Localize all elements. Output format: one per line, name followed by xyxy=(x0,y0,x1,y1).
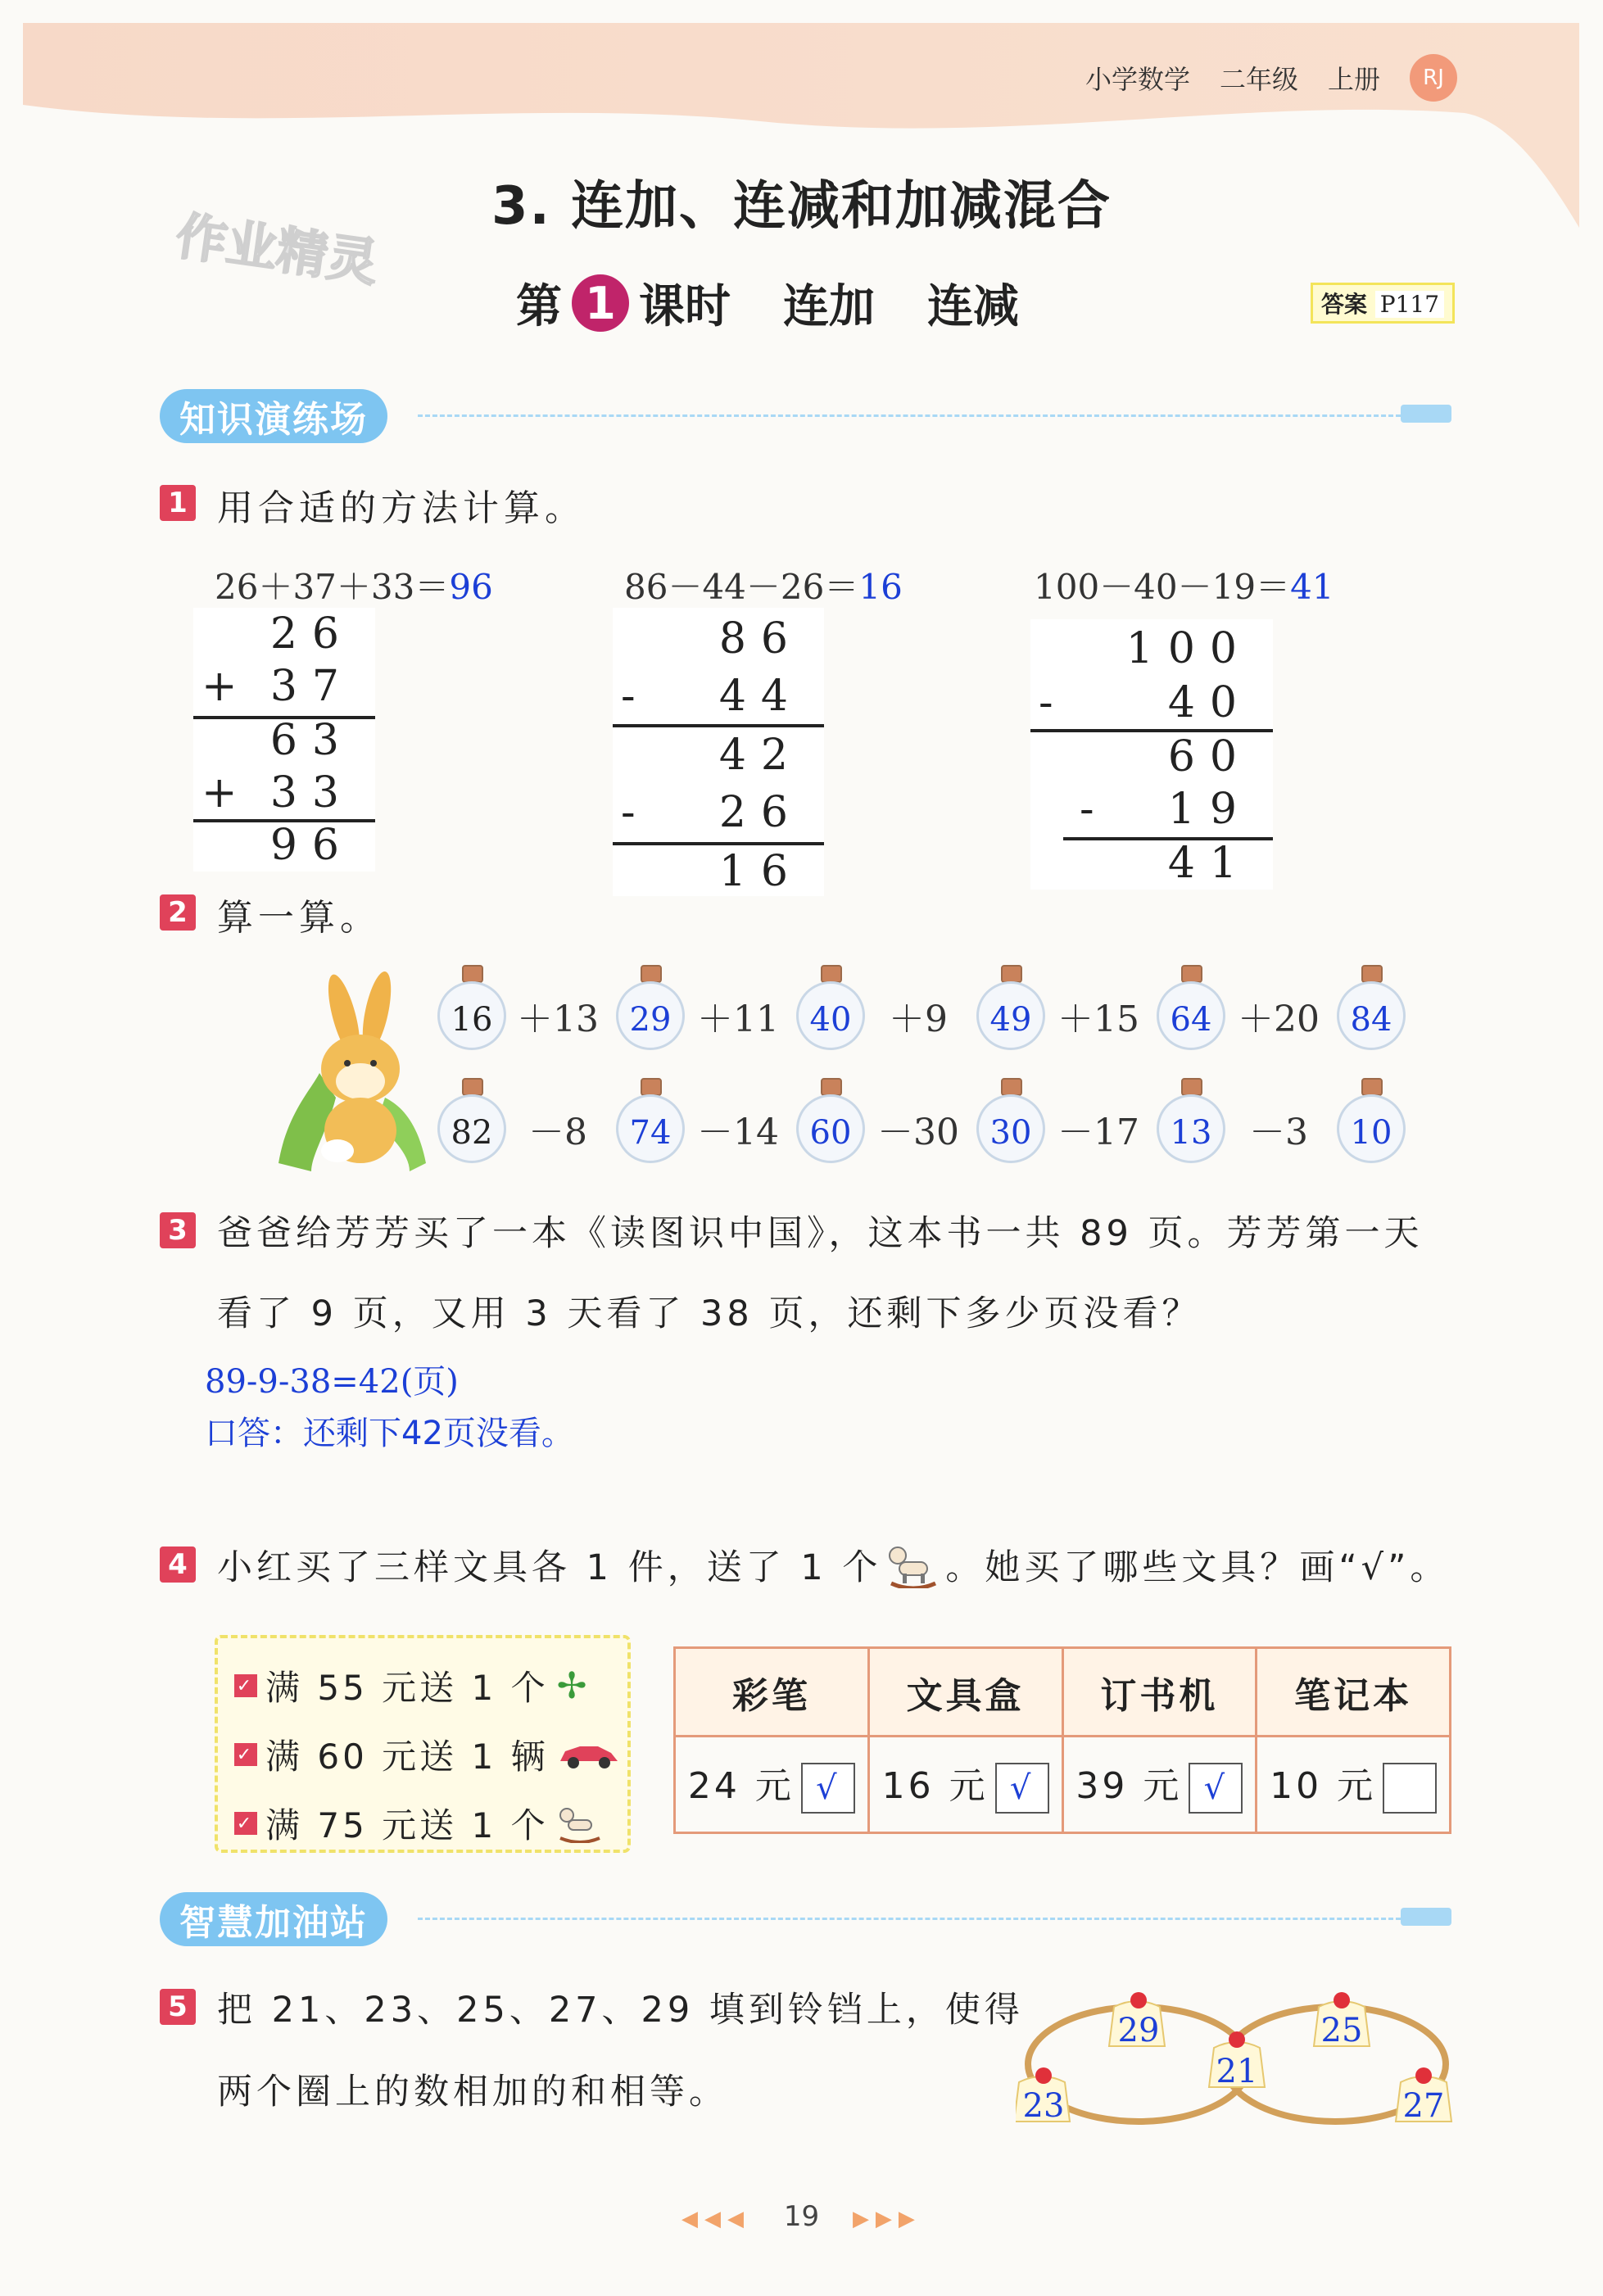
vertical-calc-1 xyxy=(193,608,375,872)
question-4-text-a: 小红买了三样文具各 1 件，送了 1 个 xyxy=(217,1547,882,1588)
q1-answer-2: 16 xyxy=(858,567,903,607)
calc2-row1: 86 xyxy=(718,614,803,663)
bottle-answer xyxy=(1157,1078,1225,1163)
q1-answer-1: 96 xyxy=(449,567,493,607)
header-grade: 二年级 xyxy=(1219,64,1298,95)
rabbit-illustration xyxy=(262,967,451,1171)
section-divider xyxy=(418,1918,1401,1920)
rocking-horse-icon xyxy=(557,1804,603,1843)
price-cell xyxy=(675,1737,869,1833)
pinwheel-icon: ✢ xyxy=(556,1664,591,1707)
price-cell xyxy=(868,1737,1062,1833)
calc2-result: 16 xyxy=(718,847,803,896)
calc3-row3: 60 xyxy=(1167,732,1252,781)
bottle-value: 29 xyxy=(629,1001,672,1039)
bottle-answer xyxy=(1157,965,1225,1050)
pencil-icon xyxy=(1401,405,1451,423)
calc3-op2: - xyxy=(1080,785,1094,834)
promotion-1-text: 满 55 元送 1 个 xyxy=(265,1668,549,1708)
answer-box[interactable] xyxy=(1383,1763,1437,1814)
item-price: 39 元 xyxy=(1075,1764,1183,1807)
promotion-3-text: 满 75 元送 1 个 xyxy=(265,1805,549,1845)
bottle-start xyxy=(437,1078,506,1163)
lesson-suffix: 课时 xyxy=(639,280,731,333)
question-1-text: 用合适的方法计算。 xyxy=(217,487,586,529)
promotion-1 xyxy=(234,1661,590,1710)
page-footer xyxy=(0,2200,1603,2233)
lesson-topic-1: 连加 xyxy=(783,280,875,333)
question-2-text: 算一算。 xyxy=(217,897,381,939)
bell-value: 29 xyxy=(1117,2012,1160,2049)
q1-expression-3 xyxy=(1034,560,1334,609)
q1-expr-1: 26＋37＋33＝ xyxy=(215,567,450,607)
q1-answer-3: 41 xyxy=(1290,567,1334,607)
bottle-answer xyxy=(796,1078,865,1163)
calc2-row2: 44 xyxy=(718,672,803,721)
calc1-result: 96 xyxy=(269,821,354,870)
bell-value: 23 xyxy=(1022,2087,1065,2125)
calc2-row3: 42 xyxy=(718,731,803,780)
cork-icon xyxy=(1361,1078,1383,1096)
edition-badge: RJ xyxy=(1410,54,1457,102)
bottle-answer xyxy=(616,1078,685,1163)
question-5-line-2: 两个圈上的数相加的和相等。 xyxy=(217,2072,728,2113)
question-4-text xyxy=(217,1540,1449,1590)
calc3-result: 41 xyxy=(1167,839,1252,888)
bottle-value: 60 xyxy=(809,1114,852,1152)
left-arrows-icon: ◀◀◀ xyxy=(682,2207,751,2231)
operation-label: －14 xyxy=(693,1103,783,1155)
answer-box[interactable]: √ xyxy=(1189,1763,1243,1814)
answer-label: 答案 xyxy=(1321,291,1368,318)
answer-box[interactable]: √ xyxy=(995,1763,1049,1814)
calc3-row4: 19 xyxy=(1167,785,1252,834)
q1-expr-3: 100－40－19＝ xyxy=(1034,567,1291,607)
bottle-answer xyxy=(1337,1078,1406,1163)
question-5-line-1: 把 21、23、25、27、29 填到铃铛上，使得 xyxy=(217,1990,1024,2031)
lesson-prefix: 第 xyxy=(516,280,562,333)
item-price: 24 元 xyxy=(687,1764,795,1807)
question-number-4: 4 xyxy=(160,1547,196,1583)
cork-icon xyxy=(462,1078,483,1096)
question-number-2: 2 xyxy=(160,894,196,931)
cork-icon xyxy=(821,965,842,983)
lesson-topic-2: 连减 xyxy=(927,280,1019,333)
cork-icon xyxy=(1181,1078,1202,1096)
operation-label: －17 xyxy=(1053,1103,1143,1155)
q1-expression-2 xyxy=(624,560,903,609)
cork-icon xyxy=(641,965,662,983)
item-name: 彩笔 xyxy=(675,1648,869,1737)
question-3-equation: 89-9-38=42(页) xyxy=(205,1363,459,1401)
toy-car-icon xyxy=(557,1738,621,1771)
promotion-2 xyxy=(234,1730,621,1779)
checkbox-icon: ✓ xyxy=(234,1674,257,1697)
pencil-icon xyxy=(1401,1908,1451,1926)
vertical-calc-2 xyxy=(613,608,824,896)
bottle-answer xyxy=(976,965,1045,1050)
bell-value: 27 xyxy=(1402,2087,1445,2125)
promotion-box xyxy=(215,1635,631,1853)
calc1-row4: 33 xyxy=(269,768,354,817)
calc1-op2: + xyxy=(202,768,238,817)
item-name: 订书机 xyxy=(1062,1648,1257,1737)
bottle-value: 16 xyxy=(451,1001,493,1039)
operation-label: ＋11 xyxy=(693,989,783,1042)
section-wisdom: 智慧加油站 xyxy=(160,1892,387,1946)
question-number-3: 3 xyxy=(160,1212,196,1248)
q1-expression-1 xyxy=(215,560,493,609)
table-header-row xyxy=(675,1648,1451,1737)
bottle-value: 13 xyxy=(1170,1114,1212,1152)
calc2-row4: 26 xyxy=(718,788,803,837)
bell-rings-diagram xyxy=(1016,1982,1458,2146)
bottle-value: 64 xyxy=(1170,1001,1212,1039)
cork-icon xyxy=(462,965,483,983)
question-3-line-2: 看了 9 页，又用 3 天看了 38 页，还剩下多少页没看？ xyxy=(217,1293,1202,1334)
price-cell xyxy=(1257,1737,1451,1833)
page-title: 3. 连加、连减和加减混合 xyxy=(491,176,1112,237)
bell-value: 25 xyxy=(1320,2012,1363,2049)
bottle-value: 49 xyxy=(989,1001,1032,1039)
item-name: 笔记本 xyxy=(1257,1648,1451,1737)
header-subject: 小学数学 xyxy=(1085,64,1190,95)
bottle-answer xyxy=(616,965,685,1050)
calc2-op2: - xyxy=(621,788,636,837)
vertical-calc-3 xyxy=(1030,619,1273,890)
bottle-value: 82 xyxy=(451,1114,493,1152)
calc2-op1: - xyxy=(621,672,636,721)
stationery-table xyxy=(673,1646,1451,1834)
checkbox-icon: ✓ xyxy=(234,1743,257,1766)
operation-label: ＋13 xyxy=(513,989,603,1042)
price-cell xyxy=(1062,1737,1257,1833)
item-price: 10 元 xyxy=(1270,1764,1377,1807)
calc1-row3: 63 xyxy=(269,716,354,765)
bottle-value: 74 xyxy=(629,1114,672,1152)
operation-label: －8 xyxy=(513,1103,603,1155)
cork-icon xyxy=(1361,965,1383,983)
lesson-subtitle xyxy=(516,270,1019,336)
calc1-op1: + xyxy=(202,662,238,711)
table-row xyxy=(675,1737,1451,1833)
watermark-logo: 作业精灵 xyxy=(172,206,383,293)
question-number-1: 1 xyxy=(160,485,196,521)
operation-label: ＋20 xyxy=(1234,989,1324,1042)
question-3-line-1: 爸爸给芳芳买了一本《读图识中国》，这本书一共 89 页。芳芳第一天 xyxy=(217,1213,1424,1254)
cork-icon xyxy=(1181,965,1202,983)
bottle-value: 30 xyxy=(989,1114,1032,1152)
checkbox-icon: ✓ xyxy=(234,1812,257,1835)
cork-icon xyxy=(641,1078,662,1096)
item-price: 16 元 xyxy=(881,1764,989,1807)
right-arrows-icon: ▶▶▶ xyxy=(852,2207,921,2231)
operation-label: ＋15 xyxy=(1053,989,1143,1042)
promotion-3 xyxy=(234,1799,603,1848)
header-volume: 上册 xyxy=(1327,64,1380,95)
calc3-op1: - xyxy=(1039,678,1053,727)
header-info xyxy=(1085,54,1457,102)
bottle-value: 10 xyxy=(1350,1114,1392,1152)
answer-box[interactable]: √ xyxy=(801,1763,855,1814)
page-number: 19 xyxy=(783,2200,820,2233)
operation-label: ＋9 xyxy=(873,989,963,1042)
bottle-value: 40 xyxy=(809,1001,852,1039)
lesson-number: 1 xyxy=(572,274,629,332)
item-name: 文具盒 xyxy=(868,1648,1062,1737)
operation-label: －30 xyxy=(873,1103,963,1155)
question-number-5: 5 xyxy=(160,1989,196,2025)
operation-label: －3 xyxy=(1234,1103,1324,1155)
q1-expr-2: 86－44－26＝ xyxy=(624,567,859,607)
calc1-row1: 26 xyxy=(269,609,354,659)
bottle-start xyxy=(437,965,506,1050)
cork-icon xyxy=(821,1078,842,1096)
calc3-row2: 40 xyxy=(1167,678,1252,727)
bottle-value: 84 xyxy=(1350,1001,1392,1039)
cork-icon xyxy=(1001,965,1022,983)
calc1-row2: 37 xyxy=(269,662,354,711)
answer-page: P117 xyxy=(1375,291,1444,318)
answer-reference[interactable] xyxy=(1311,283,1455,324)
bell-value: 21 xyxy=(1216,2053,1258,2090)
bottle-answer xyxy=(796,965,865,1050)
bottle-answer xyxy=(1337,965,1406,1050)
section-divider xyxy=(418,414,1401,417)
bottle-answer xyxy=(976,1078,1045,1163)
calc3-row1: 100 xyxy=(1125,624,1252,673)
question-3-answer: 口答：还剩下42页没看。 xyxy=(205,1415,574,1452)
section-practice: 知识演练场 xyxy=(160,389,387,443)
question-4-text-b: 。她买了哪些文具？画“√”。 xyxy=(945,1547,1450,1588)
cork-icon xyxy=(1001,1078,1022,1096)
rocking-horse-icon xyxy=(885,1542,942,1588)
promotion-2-text: 满 60 元送 1 辆 xyxy=(265,1737,549,1777)
